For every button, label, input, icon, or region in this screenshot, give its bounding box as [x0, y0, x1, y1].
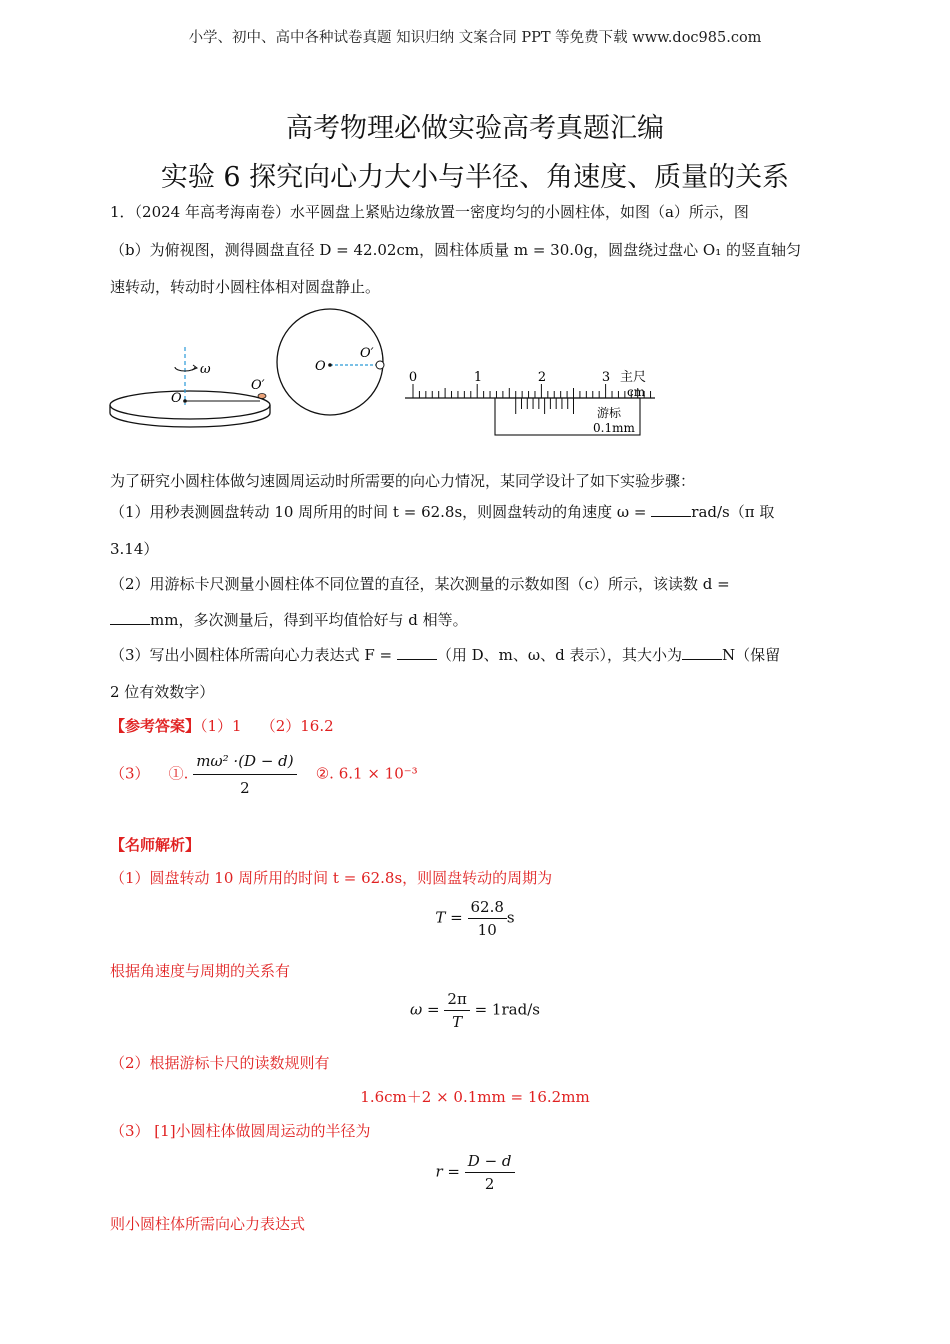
- question-intro-line-3: 速转动，转动时小圆柱体相对圆盘静止。: [110, 278, 381, 296]
- eq2-numerator: 2π: [444, 990, 469, 1011]
- vernier-label: 游标: [597, 406, 622, 420]
- step-3: [110, 645, 780, 665]
- question-intro-line-1: 1．（2024 年高考海南卷）水平圆盘上紧贴边缘放置一密度均匀的小圆柱体，如图（a）所示，图: [110, 203, 749, 221]
- eq4-fraction: [465, 1152, 515, 1193]
- experiment-figure: [105, 305, 665, 440]
- eq1-lhs: T =: [435, 908, 463, 927]
- vernier-caliper: [405, 370, 655, 435]
- analysis-p3: （2）根据游标卡尺的读数规则有: [110, 1054, 330, 1072]
- step-3-text-b: （用 D、m、ω、d 表示），其大小为: [436, 646, 682, 664]
- disc-side-view: [110, 347, 270, 427]
- step-3-text-a: （3）写出小圆柱体所需向心力表达式 F =: [110, 646, 397, 664]
- analysis-p4: （3） [1]小圆柱体做圆周运动的半径为: [110, 1122, 371, 1140]
- answer-3-prefix: （3）: [110, 764, 150, 783]
- step-2-cont-text: mm，多次测量后，得到平均值恰好与 d 相等。: [150, 611, 468, 629]
- step-3-text-c: N（保留: [721, 646, 781, 664]
- main-scale-label: 主尺: [620, 370, 647, 385]
- page-title: 高考物理必做实验高考真题汇编: [286, 113, 664, 144]
- answer-blank: [682, 645, 722, 660]
- step-1-text: （1）用秒表测圆盘转动 10 周所用的时间 t = 62.8s，则圆盘转动的角速度 ω =: [110, 503, 652, 521]
- center-o-label-b: O: [315, 359, 326, 374]
- main-scale-ticks: [413, 384, 651, 398]
- answer-3-formula: [193, 750, 296, 799]
- edge-o-prime-label-a: O′: [251, 378, 265, 393]
- equation-radius: [0, 1152, 950, 1193]
- answer-line-2: [110, 750, 418, 799]
- eq1-numerator: 62.8: [468, 898, 507, 919]
- answer-3-part-2: ②. 6.1 × 10⁻³: [315, 764, 418, 783]
- formula-denominator: 2: [240, 779, 250, 797]
- eq1-denominator: 10: [477, 921, 497, 939]
- scale-tick-label: 3: [601, 370, 611, 385]
- vernier-scale-ticks: [516, 398, 574, 414]
- step-2: （2）用游标卡尺测量小圆柱体不同位置的直径，某次测量的示数如图（c）所示，该读数 d =: [110, 575, 730, 593]
- eq2-denominator: T: [452, 1013, 463, 1031]
- answer-1: （1）1: [200, 717, 242, 735]
- eq4-denominator: 2: [484, 1175, 495, 1193]
- scale-tick-label: 0: [408, 370, 418, 385]
- step-1: [110, 502, 774, 522]
- omega-label: ω: [200, 362, 211, 377]
- answer-3-part-1: ①.: [168, 764, 189, 783]
- eq4-lhs: r =: [435, 1162, 460, 1181]
- step-1-unit: rad/s（π 取: [691, 503, 775, 521]
- analysis-p2: 根据角速度与周期的关系有: [110, 962, 291, 980]
- vernier-precision-label: 0.1mm: [593, 421, 635, 435]
- equation-omega: [0, 990, 950, 1031]
- question-intro-line-2: （b）为俯视图，测得圆盘直径 D = 42.02cm，圆柱体质量 m = 30.0g，圆盘绕过盘心 O₁ 的竖直轴匀: [110, 241, 802, 259]
- center-o-label-a: O: [171, 391, 182, 406]
- answer-2: （2）16.2: [260, 717, 334, 735]
- eq2-fraction: [444, 990, 469, 1031]
- analysis-p5: 则小圆柱体所需向心力表达式: [110, 1215, 306, 1233]
- eq2-lhs: ω =: [410, 1000, 440, 1019]
- scale-tick-label: 1: [473, 370, 483, 385]
- answer-label: 【参考答案】: [110, 717, 201, 735]
- answer-blank: [651, 502, 691, 517]
- page-subtitle: 实验 6 探究向心力大小与半径、角速度、质量的关系: [160, 162, 790, 193]
- eq1-fraction: [468, 898, 507, 939]
- answer-line-1: [110, 716, 334, 736]
- eq2-rhs: = 1rad/s: [474, 1000, 540, 1019]
- step-2-cont: [110, 610, 468, 630]
- analysis-label: 【名师解析】: [110, 836, 201, 854]
- formula-numerator: mω² ·(D − d): [193, 750, 296, 775]
- steps-intro: 为了研究小圆柱体做匀速圆周运动时所需要的向心力情况，某同学设计了如下实验步骤：: [110, 472, 696, 490]
- eq4-numerator: D − d: [465, 1152, 515, 1173]
- disc-top-view: [277, 309, 384, 415]
- unit-label: cm: [627, 385, 646, 399]
- equation-period: [0, 898, 950, 939]
- step-1-cont: 3.14）: [110, 540, 159, 558]
- eq1-unit: s: [506, 908, 515, 927]
- edge-o-prime-label-b: O′: [360, 346, 374, 361]
- analysis-p1: （1）圆盘转动 10 周所用的时间 t = 62.8s，则圆盘转动的周期为: [110, 869, 553, 887]
- step-3-cont: 2 位有效数字）: [110, 683, 215, 701]
- site-banner: 小学、初中、高中各种试卷真题 知识归纳 文案合同 PPT 等免费下载 www.doc985.com: [188, 30, 762, 46]
- scale-tick-label: 2: [537, 370, 547, 385]
- equation-reading: 1.6cm＋2 × 0.1mm = 16.2mm: [360, 1088, 590, 1106]
- answer-blank: [397, 645, 437, 660]
- answer-blank: [110, 610, 150, 625]
